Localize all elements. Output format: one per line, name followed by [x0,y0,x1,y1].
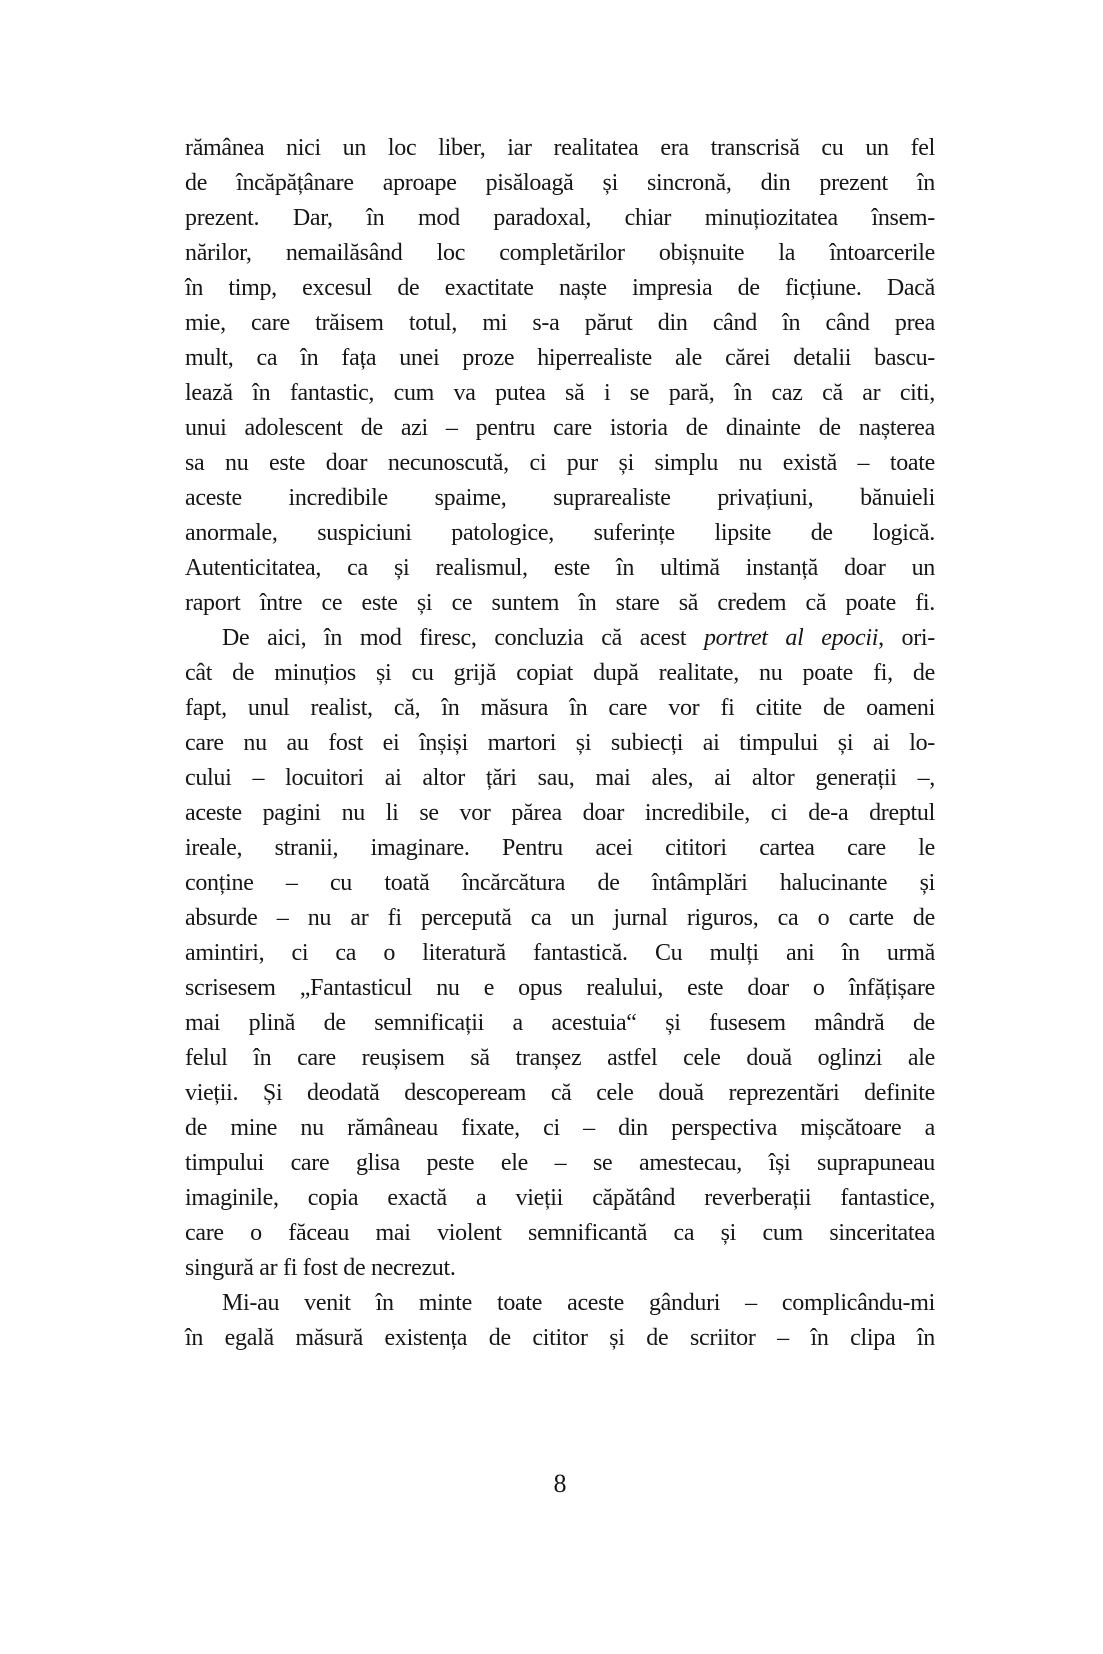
text-line: timpului care glisa peste ele – se amestecau, își suprapuneau [185,1150,935,1176]
text-line: mai plină de semnificații a acestuia“ și fusesem mândră de [185,1010,935,1036]
text-line: în timp, excesul de exactitate naște impresia de ficțiune. Dacă [185,275,935,301]
text-line: în egală măsură existența de cititor și de scriitor – în clipa în [185,1325,935,1351]
text-line: scrisesem „Fantasticul nu e opus realului, este doar o înfățișare [185,975,935,1001]
text-line: De aici, în mod firesc, concluzia că acest portret al epocii, ori- [222,625,935,651]
text-line: care o făceau mai violent semnificantă ca și cum sinceritatea [185,1220,935,1246]
text-line: prezent. Dar, în mod paradoxal, chiar minuțiozitatea însem- [185,205,935,231]
text-line: mult, ca în fața unei proze hiperrealiste ale cărei detalii bascu- [185,345,935,371]
text-line: aceste incredibile spaime, suprarealiste privațiuni, bănuieli [185,485,935,511]
text-line: anormale, suspiciuni patologice, suferințe lipsite de logică. [185,520,935,546]
text-line: imaginile, copia exactă a vieții căpătând reverberații fantastice, [185,1185,935,1211]
text-line: lează în fantastic, cum va putea să i se pară, în caz că ar citi, [185,380,935,406]
text-line: rămânea nici un loc liber, iar realitatea era transcrisă cu un fel [185,135,935,161]
text-line: de încăpățânare aproape pisăloagă și sincronă, din prezent în [185,170,935,196]
text-line: amintiri, ci ca o literatură fantastică. Cu mulți ani în urmă [185,940,935,966]
text-line: sa nu este doar necunoscută, ci pur și simplu nu există – toate [185,450,935,476]
text-line: Autenticitatea, ca și realismul, este în ultimă instanță doar un [185,555,935,581]
text-line: mie, care trăisem totul, mi s-a părut din când în când prea [185,310,935,336]
text-line: cului – locuitori ai altor țări sau, mai ales, ai altor generații –, [185,765,935,791]
text-line: absurde – nu ar fi percepută ca un jurnal riguros, ca o carte de [185,905,935,931]
text-line: vieții. Și deodată descopeream că cele două reprezentări definite [185,1080,935,1106]
text-line: fapt, unul realist, că, în măsura în care vor fi citite de oameni [185,695,935,721]
text-line: felul în care reușisem să tranșez astfel cele două oglinzi ale [185,1045,935,1071]
text-line: care nu au fost ei înșiși martori și subiecți ai timpului și ai lo- [185,730,935,756]
page-number: 8 [553,1469,567,1498]
text-block [185,131,935,1356]
text-line: conține – cu toată încărcătura de întâmplări halucinante și [185,870,935,896]
text-line: ireale, stranii, imaginare. Pentru acei cititori cartea care le [185,835,935,861]
text-line: nărilor, nemailăsând loc completărilor obișnuite la întoarcerile [185,240,935,266]
text-line: raport între ce este și ce suntem în stare să credem că poate fi. [185,590,935,616]
text-line: de mine nu rămâneau fixate, ci – din perspectiva mișcătoare a [185,1115,935,1141]
text-line: Mi-au venit în minte toate aceste gânduri – complicându-mi [222,1290,935,1316]
text-line: cât de minuțios și cu grijă copiat după realitate, nu poate fi, de [185,660,935,686]
text-line: singură ar fi fost de necrezut. [185,1255,456,1281]
text-line: unui adolescent de azi – pentru care istoria de dinainte de nașterea [185,415,935,441]
text-line: aceste pagini nu li se vor părea doar incredibile, ci de-a dreptul [185,800,935,826]
